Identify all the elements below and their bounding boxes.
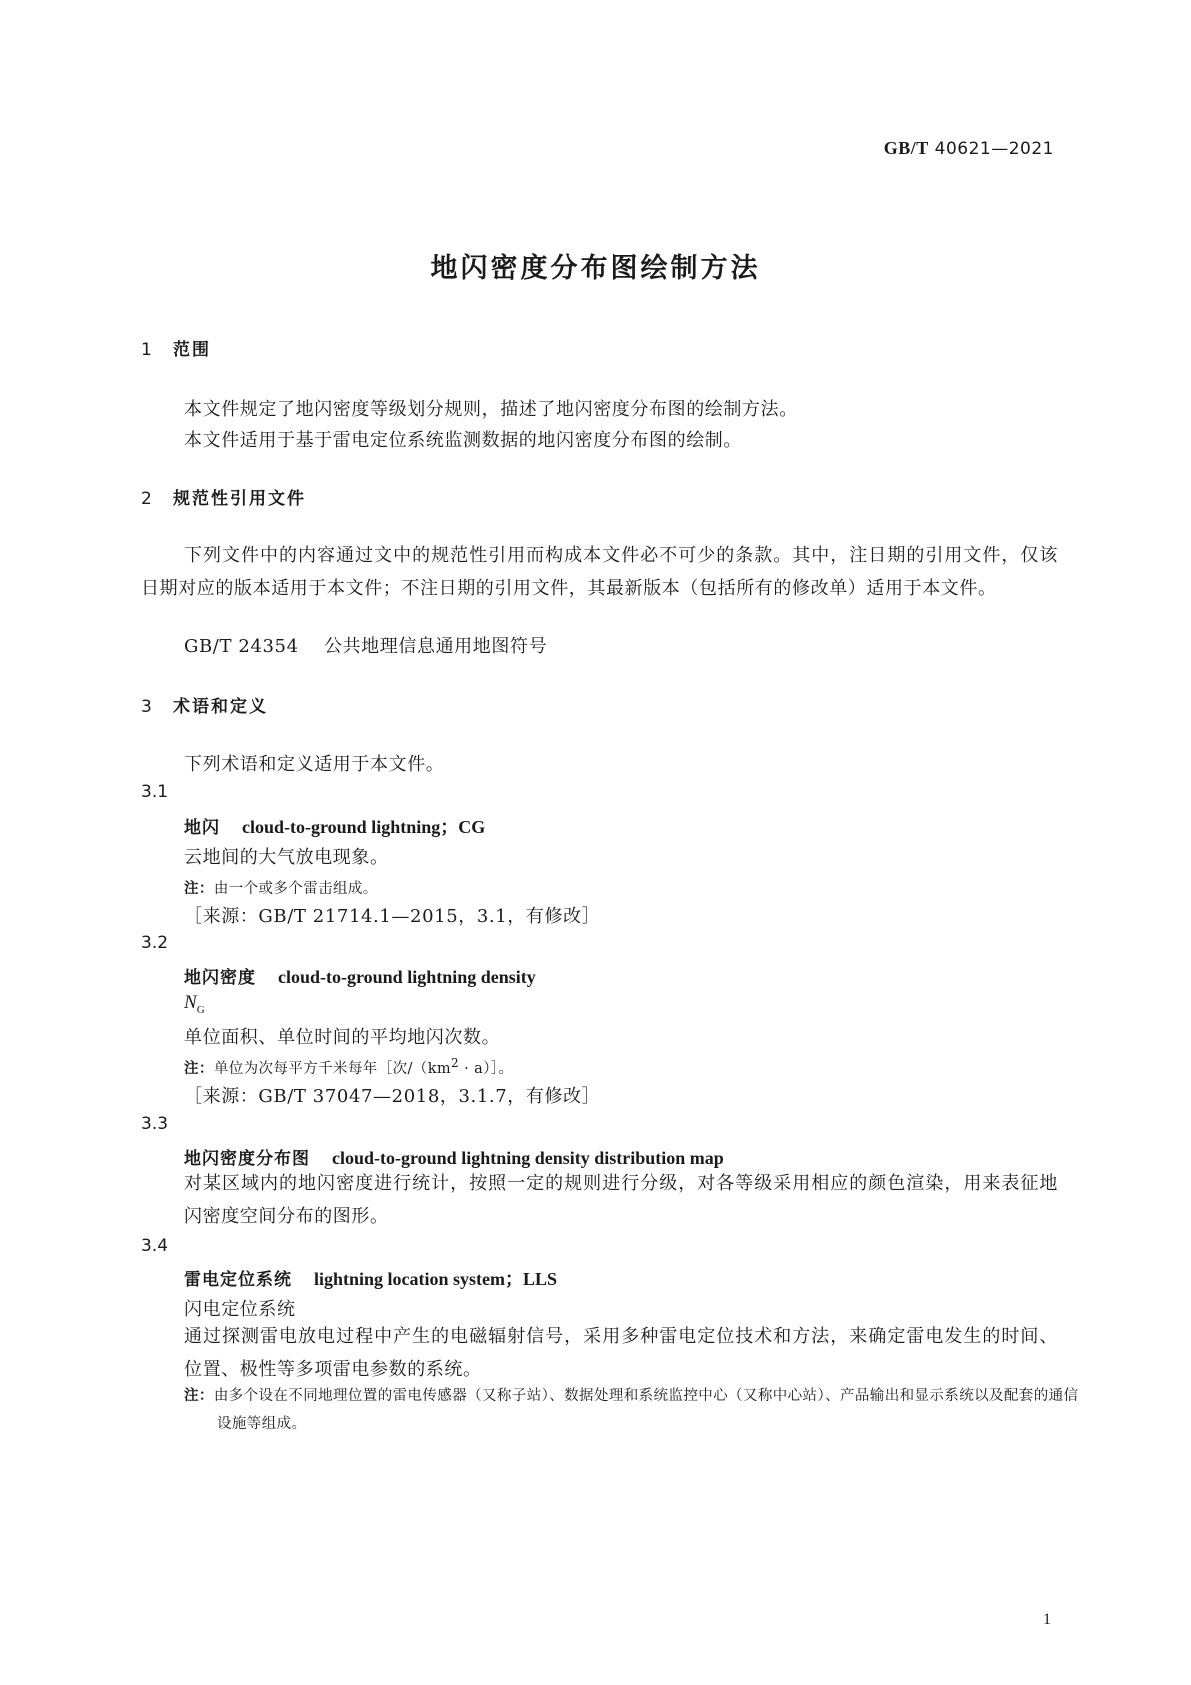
standard-code: GB/T 40621—2021 [883, 138, 1054, 159]
section-1-heading: 1 范围 [141, 340, 211, 360]
page-number: 1 [1043, 1611, 1051, 1628]
references-paragraph: 下列文件中的内容通过文中的规范性引用而构成本文件必不可少的条款。其中，注日期的引用文件，仅该日期对应的版本适用于本文件；不注日期的引用文件，其最新版本（包括所有的修改单）适用于本文件。 [141, 545, 1058, 599]
term-3-4-note: 注：由多个设在不同地理位置的雷电传感器（又称子站）、数据处理和系统监控中心（又称中心站）、产品输出和显示系统以及配套的通信设施等组成。 [184, 1388, 1079, 1432]
term-3-1-source: ［来源：GB/T 21714.1—2015，3.1，有修改］ [184, 906, 601, 927]
term-3-1-definition: 云地间的大气放电现象。 [184, 847, 389, 868]
clause-3-4-number: 3.4 [141, 1236, 169, 1256]
term-3-1: 地闪 cloud-to-ground lightning；CG [184, 817, 486, 838]
term-3-3-definition: 对某区域内的地闪密度进行统计，按照一定的规则进行分级，对各等级采用相应的颜色渲染，用来表征地闪密度空间分布的图形。 [184, 1173, 1058, 1227]
scope-paragraph-2: 本文件适用于基于雷电定位系统监测数据的地闪密度分布图的绘制。 [184, 430, 742, 451]
term-3-4: 雷电定位系统 lightning location system；LLS [184, 1269, 558, 1290]
term-3-4-alternative: 闪电定位系统 [184, 1299, 296, 1320]
document-title: 地闪密度分布图绘制方法 [430, 253, 761, 284]
clause-3-1-number: 3.1 [141, 782, 169, 802]
section-3-heading: 3 术语和定义 [141, 697, 268, 717]
term-3-2-note: 注：单位为次每平方千米每年［次$/(km^2$ · a）］。 [184, 1056, 514, 1077]
term-3-2-symbol: $N_G$ [184, 992, 205, 1016]
term-3-2-source: ［来源：GB/T 37047—2018，3.1.7，有修改］ [184, 1086, 601, 1107]
normative-reference: GB/T 24354 公共地理信息通用地图符号 [184, 636, 548, 657]
term-3-2-definition: 单位面积、单位时间的平均地闪次数。 [184, 1027, 501, 1048]
term-3-1-note: 注：由一个或多个雷击组成。 [184, 881, 378, 897]
clause-3-3-number: 3.3 [141, 1114, 169, 1134]
scope-paragraph-1: 本文件规定了地闪密度等级划分规则，描述了地闪密度分布图的绘制方法。 [184, 399, 798, 420]
clause-3-2-number: 3.2 [141, 933, 169, 953]
section-2-heading: 2 规范性引用文件 [141, 489, 306, 509]
term-3-2: 地闪密度 cloud-to-ground lightning density [184, 967, 536, 988]
terms-intro: 下列术语和定义适用于本文件。 [184, 754, 445, 775]
term-3-4-definition: 通过探测雷电放电过程中产生的电磁辐射信号，采用多种雷电定位技术和方法，来确定雷电发生的时间、位置、极性等多项雷电参数的系统。 [184, 1326, 1058, 1380]
term-3-3: 地闪密度分布图 cloud-to-ground lightning density distribution map [184, 1148, 724, 1169]
